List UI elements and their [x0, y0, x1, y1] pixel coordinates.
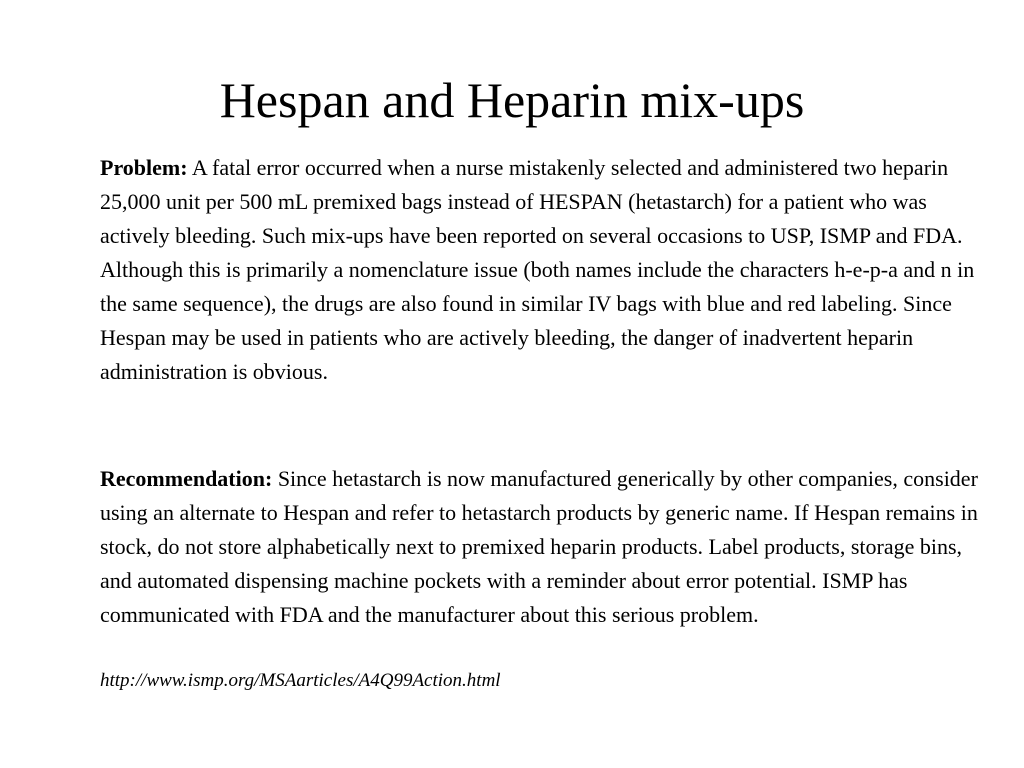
- recommendation-label: Recommendation:: [100, 466, 273, 491]
- problem-paragraph: [100, 151, 980, 389]
- problem-label: Problem:: [100, 155, 188, 180]
- slide-title: Hespan and Heparin mix-ups: [219, 72, 805, 128]
- recommendation-text: Since hetastarch is now manufactured generically by other companies, consider using an alternate to Hespan and refer to hetastarch products by generic name. If Hespan remains in stock, do not store alphabetically next to premixed heparin products. Label products, storage bins, and automated dispensing machine pockets with a reminder about error potential. ISMP has communicated with FDA and the manufacturer about this serious problem.: [100, 466, 978, 627]
- source-link[interactable]: http://www.ismp.org/MSAarticles/A4Q99Action.html: [100, 670, 501, 691]
- problem-text: A fatal error occurred when a nurse mistakenly selected and administered two heparin 25,000 unit per 500 mL premixed bags instead of HESPAN (hetastarch) for a patient who was actively bleeding. Such mix-ups have been reported on several occasions to USP, ISMP and FDA. Although this is primarily a nomenclature issue (both names include the characters h-e-p-a and n in the same sequence), the drugs are also found in similar IV bags with blue and red labeling. Since Hespan may be used in patients who are actively bleeding, the danger of inadvertent heparin administration is obvious.: [100, 155, 975, 384]
- recommendation-paragraph: [100, 462, 980, 632]
